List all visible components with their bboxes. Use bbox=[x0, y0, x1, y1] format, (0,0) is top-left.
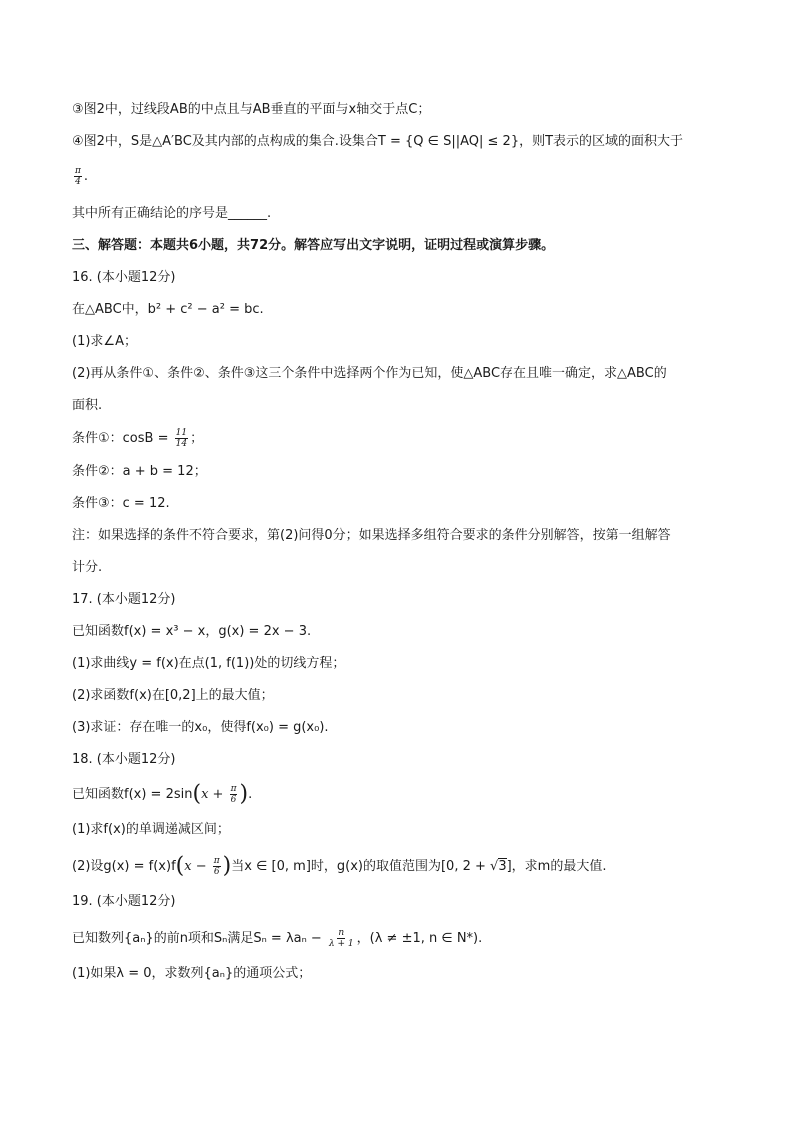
q17-part1: (1)求曲线y = f(x)在点(1, f(1))处的切线方程； bbox=[72, 656, 346, 671]
n-over-lambda-fraction bbox=[328, 928, 355, 949]
pi-over-6-fraction bbox=[213, 856, 221, 877]
q18-part2-inner: x − bbox=[184, 859, 211, 874]
left-paren: ( bbox=[192, 781, 202, 807]
q19-header: 19. (本小题12分) bbox=[72, 894, 176, 909]
conclusion-3: ③图2中，过线段AB的中点且与AB垂直的平面与x轴交于点C； bbox=[72, 102, 431, 117]
condition-2: 条件②：a + b = 12； bbox=[72, 464, 207, 479]
q18-stem-inner: x + bbox=[201, 787, 228, 802]
period: . bbox=[248, 787, 253, 802]
q18-part1: (1)求f(x)的单调递减区间； bbox=[72, 822, 230, 837]
conclusion-4-text: ④图2中，S是△A′BC及其内部的点构成的集合.设集合T = {Q ∈ S||AQ| ≤ 2}，则T表示的区域的面积大于 bbox=[72, 134, 684, 149]
q17-stem: 已知函数f(x) = x³ − x，g(x) = 2x − 3. bbox=[72, 624, 312, 639]
q18-stem bbox=[72, 781, 253, 807]
q18-part2-mid: 当x ∈ [0, m]时，g(x)的取值范围为[0, 2 + bbox=[231, 859, 491, 874]
q19-part1: (1)如果λ = 0，求数列{aₙ}的通项公式； bbox=[72, 966, 312, 981]
note-line2: 计分. bbox=[72, 560, 103, 575]
fraction-denominator: 14 bbox=[175, 439, 188, 449]
q17-header: 17. (本小题12分) bbox=[72, 592, 176, 607]
fraction-numerator: π bbox=[230, 784, 237, 794]
q18-part2-end: ]，求m的最大值. bbox=[506, 859, 607, 874]
fraction-numerator: π bbox=[75, 166, 81, 176]
q18-part2 bbox=[72, 853, 607, 879]
left-paren: ( bbox=[175, 853, 185, 879]
fraction-denominator: 6 bbox=[230, 795, 237, 805]
conclusion-4-fraction bbox=[72, 166, 88, 187]
fraction-denominator: 4 bbox=[75, 177, 81, 187]
pi-over-6-fraction bbox=[230, 784, 238, 805]
q16-stem: 在△ABC中，b² + c² − a² = bc. bbox=[72, 302, 264, 317]
right-paren: ) bbox=[239, 781, 249, 807]
q19-stem bbox=[72, 928, 482, 949]
q19-stem-text: 已知数列{aₙ}的前n项和Sₙ满足Sₙ = λaₙ − bbox=[72, 931, 326, 946]
q17-part3: (3)求证：存在唯一的x₀，使得f(x₀) = g(x₀). bbox=[72, 720, 329, 735]
q16-part2-line2: 面积. bbox=[72, 398, 103, 413]
period: . bbox=[83, 169, 89, 184]
q16-part1: (1)求∠A； bbox=[72, 334, 137, 349]
note-line1: 注：如果选择的条件不符合要求，第(2)问得0分；如果选择多组符合要求的条件分别解答，按第一组解答 bbox=[72, 528, 671, 543]
fraction-numerator: n bbox=[338, 928, 345, 938]
fraction-numerator: π bbox=[213, 856, 220, 866]
sqrt-radicand: 3 bbox=[498, 859, 507, 874]
sqrt-symbol: √ bbox=[490, 859, 499, 874]
q17-part2: (2)求函数f(x)在[0,2]上的最大值； bbox=[72, 688, 274, 703]
section-heading: 三、解答题：本题共6小题，共72分。解答应写出文字说明，证明过程或演算步骤。 bbox=[72, 238, 555, 253]
q16-part2-line1: (2)再从条件①、条件②、条件③这三个条件中选择两个作为已知，使△ABC存在且唯一确定，求△ABC的 bbox=[72, 366, 667, 381]
condition-1-text: 条件①：cosB = bbox=[72, 431, 173, 446]
conclusion-4 bbox=[72, 132, 683, 152]
q18-part2-text: (2)设g(x) = f(x)f bbox=[72, 859, 176, 874]
q19-stem-end: ，(λ ≠ ±1, n ∈ N*). bbox=[356, 931, 483, 946]
answer-prompt: 其中所有正确结论的序号是______. bbox=[72, 206, 272, 221]
condition-3: 条件③：c = 12. bbox=[72, 496, 170, 511]
fraction-denominator: λ + 1 bbox=[328, 939, 354, 949]
semicolon: ； bbox=[190, 431, 204, 446]
fraction-numerator: 11 bbox=[175, 428, 188, 438]
fraction-denominator: 6 bbox=[213, 867, 220, 877]
q18-stem-text: 已知函数f(x) = 2sin bbox=[72, 787, 193, 802]
pi-over-4-fraction bbox=[74, 166, 82, 187]
q18-header: 18. (本小题12分) bbox=[72, 752, 176, 767]
condition-1 bbox=[72, 428, 203, 449]
cosb-fraction bbox=[175, 428, 188, 449]
right-paren: ) bbox=[222, 853, 232, 879]
q16-header: 16. (本小题12分) bbox=[72, 270, 176, 285]
